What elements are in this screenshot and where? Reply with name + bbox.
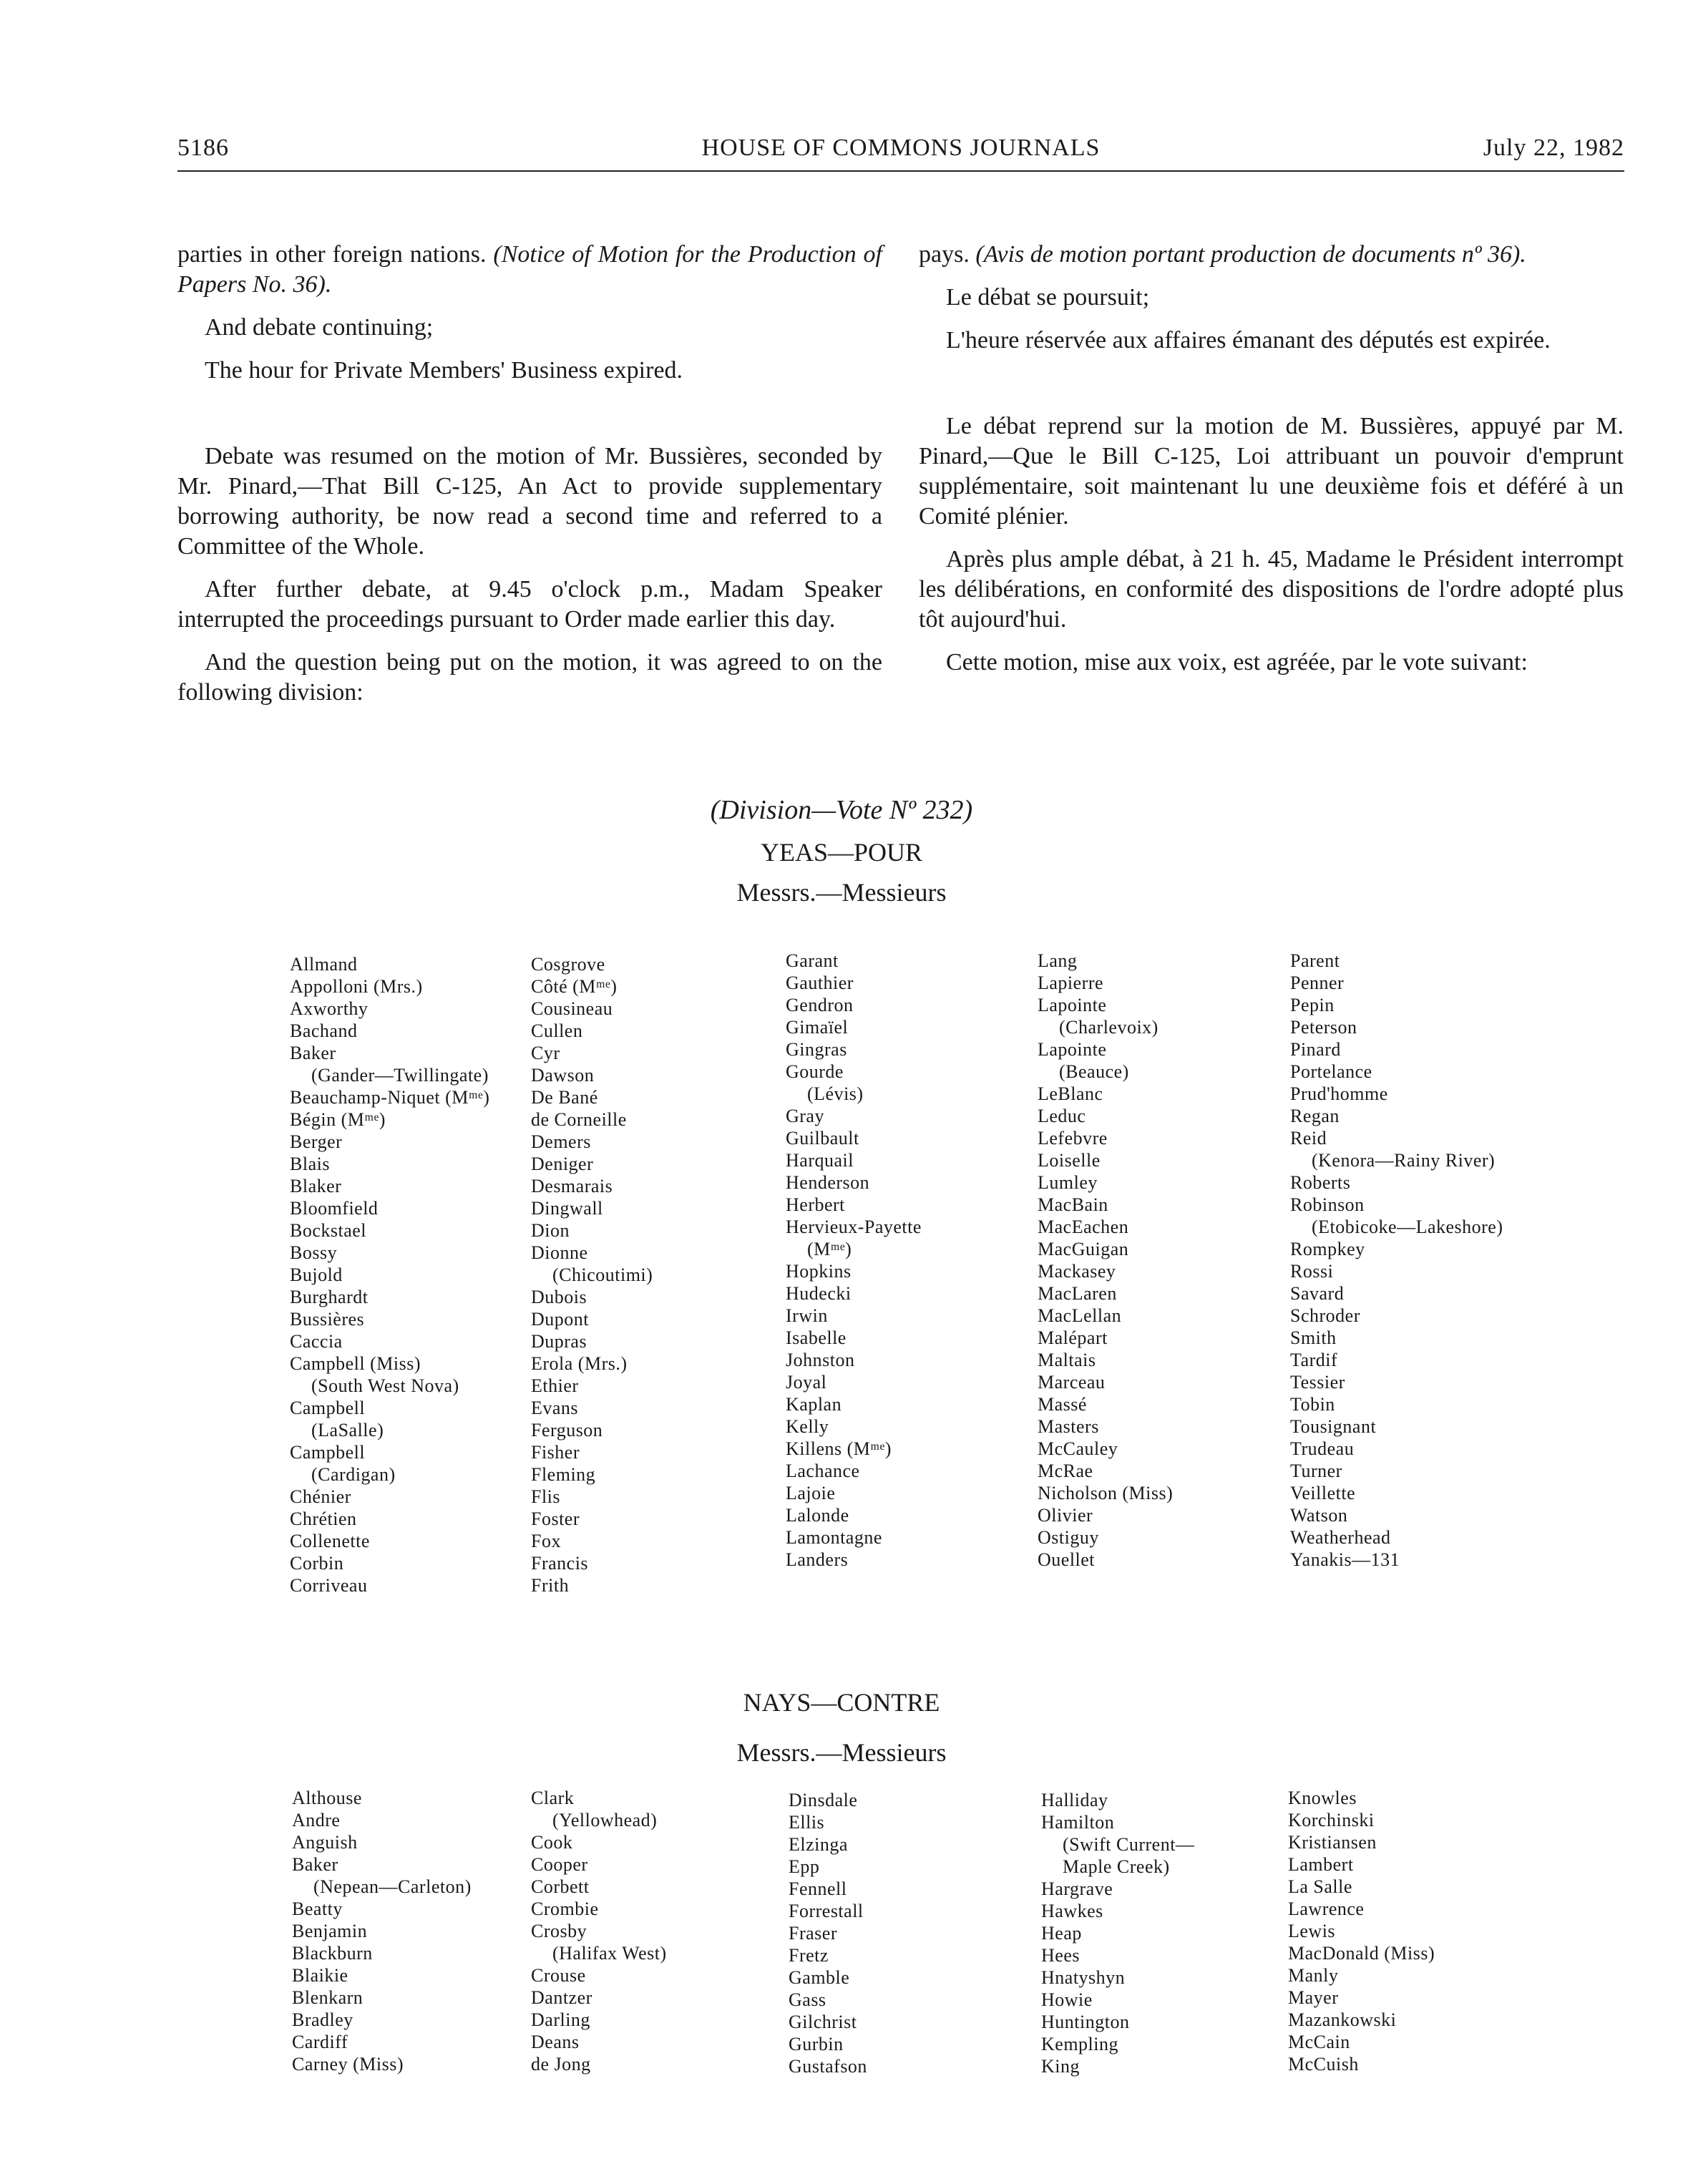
member-name: Blackburn xyxy=(292,1943,373,1964)
member-name: Blaikie xyxy=(292,1965,348,1986)
member-name: Beatty xyxy=(292,1898,343,1919)
french-column xyxy=(919,240,1624,691)
member-name: Burghardt xyxy=(290,1287,369,1307)
member-name: Kempling xyxy=(1041,2034,1118,2054)
member-name: (Halifax West) xyxy=(552,1943,667,1964)
member-name: Cousineau xyxy=(531,998,613,1019)
member-name: LeBlanc xyxy=(1038,1083,1103,1104)
member-name: Lambert xyxy=(1288,1854,1354,1875)
member-name: Chrétien xyxy=(290,1508,357,1529)
member-name: Manly xyxy=(1288,1965,1339,1986)
member-name: Nicholson (Miss) xyxy=(1038,1483,1174,1503)
member-name: Dantzer xyxy=(531,1987,592,2008)
english-paragraph-4: Debate was resumed on the motion of Mr. Bussières, seconded by Mr. Pinard,—That Bill C-125, An Act to provide supplementary borrowing authority, be now read a second time and referred to a Committee of the Whole. xyxy=(177,443,882,560)
nays-column-2 xyxy=(531,1787,667,2075)
member-name: Gendron xyxy=(786,995,854,1015)
member-name: McCain xyxy=(1288,2032,1350,2052)
member-name: Blenkarn xyxy=(292,1987,364,2008)
member-name: Herbert xyxy=(786,1194,845,1215)
member-name: Tobin xyxy=(1290,1394,1335,1415)
member-name: Gauthier xyxy=(786,972,854,993)
member-name: Gray xyxy=(786,1106,824,1126)
member-name: Frith xyxy=(531,1575,570,1596)
member-name: Savard xyxy=(1290,1283,1345,1304)
member-name: Epp xyxy=(789,1856,820,1877)
member-name: Crouse xyxy=(531,1965,586,1986)
member-name: Malépart xyxy=(1038,1327,1108,1348)
member-name: Corriveau xyxy=(290,1575,368,1596)
english-paragraph-2: And debate continuing; xyxy=(205,314,434,341)
nays-column-3 xyxy=(789,1789,867,2077)
member-name: Bujold xyxy=(290,1264,343,1285)
member-name: (Etobicoke—Lakeshore) xyxy=(1312,1217,1503,1237)
member-name: Crombie xyxy=(531,1898,599,1919)
member-name: Lawrence xyxy=(1288,1898,1365,1919)
member-name: MacGuigan xyxy=(1038,1239,1129,1259)
member-name: Dion xyxy=(531,1220,570,1241)
member-name: Fretz xyxy=(789,1945,829,1966)
member-name: Hamilton xyxy=(1041,1812,1115,1833)
member-name: Ethier xyxy=(531,1375,579,1396)
member-name: Dingwall xyxy=(531,1198,603,1219)
member-name: Lachance xyxy=(786,1461,860,1481)
member-name: Marceau xyxy=(1038,1372,1106,1393)
member-name: McRae xyxy=(1038,1461,1093,1481)
member-name: Yanakis—131 xyxy=(1290,1549,1400,1570)
member-name: (Kenora—Rainy River) xyxy=(1312,1150,1496,1171)
member-name: Mackasey xyxy=(1038,1261,1116,1282)
member-name: Regan xyxy=(1290,1106,1340,1126)
member-name: de Jong xyxy=(531,2054,591,2075)
member-name: Fennell xyxy=(789,1878,847,1899)
member-name: Beauchamp-Niquet (Mᵐᵉ) xyxy=(290,1087,490,1108)
member-name: McCuish xyxy=(1288,2054,1359,2075)
member-name: Lewis xyxy=(1288,1921,1336,1941)
member-name: Dinsdale xyxy=(789,1790,858,1810)
french-paragraph-1: pays. (Avis de motion portant production de documents nº 36). xyxy=(919,241,1526,268)
member-name: Allmand xyxy=(290,954,358,975)
english-paragraph-6: And the question being put on the motion, it was agreed to on the following division: xyxy=(177,649,882,706)
member-name: Bégin (Mᵐᵉ) xyxy=(290,1109,386,1130)
member-name: Reid xyxy=(1290,1128,1327,1149)
member-name: (Nepean—Carleton) xyxy=(313,1876,472,1897)
french-notice-reference: (Avis de motion portant production de documents nº 36). xyxy=(975,241,1526,268)
member-name: Kristiansen xyxy=(1288,1832,1377,1853)
member-name: Andre xyxy=(292,1810,341,1830)
member-name: Berger xyxy=(290,1131,343,1152)
member-name: Henderson xyxy=(786,1172,870,1193)
member-name: Tessier xyxy=(1290,1372,1345,1393)
member-name: Dubois xyxy=(531,1287,587,1307)
member-name: Fleming xyxy=(531,1464,596,1485)
member-name: Cosgrove xyxy=(531,954,605,975)
member-name: Garant xyxy=(786,950,839,971)
member-name: Olivier xyxy=(1038,1505,1093,1526)
member-name: MacDonald (Miss) xyxy=(1288,1943,1435,1964)
member-name: Hopkins xyxy=(786,1261,852,1282)
member-name: Gingras xyxy=(786,1039,847,1060)
member-name: Carney (Miss) xyxy=(292,2054,404,2075)
member-name: Gurbin xyxy=(789,2034,844,2054)
division-heading: (Division—Vote Nº 232) xyxy=(710,795,973,825)
member-name: Trudeau xyxy=(1290,1438,1355,1459)
member-name: Heap xyxy=(1041,1923,1082,1944)
member-name: Kelly xyxy=(786,1416,829,1437)
yeas-column-3 xyxy=(786,950,922,1571)
member-name: Killens (Mᵐᵉ) xyxy=(786,1438,892,1459)
member-name: Bockstael xyxy=(290,1220,367,1241)
member-name: (Lévis) xyxy=(807,1083,864,1104)
member-name: Halliday xyxy=(1041,1790,1108,1810)
member-name: Deans xyxy=(531,2032,580,2052)
member-name: Côté (Mᵐᵉ) xyxy=(531,976,618,997)
member-name: Lapointe xyxy=(1038,1039,1107,1060)
member-name: Dupont xyxy=(531,1309,589,1330)
member-name: Dupras xyxy=(531,1331,587,1352)
member-name: Lang xyxy=(1038,950,1078,971)
member-name: Corbett xyxy=(531,1876,590,1897)
member-name: Hervieux-Payette xyxy=(786,1217,922,1237)
member-name: Hees xyxy=(1041,1945,1080,1966)
member-name: Dionne xyxy=(531,1242,588,1263)
page-number: 5186 xyxy=(177,135,229,161)
french-paragraph-5: Après plus ample débat, à 21 h. 45, Madame le Président interrompt les délibérations, en conformité des dispositions de l'ordre adopté plus tôt aujourd'hui. xyxy=(919,546,1624,633)
member-name: Parent xyxy=(1290,950,1340,971)
member-name: de Corneille xyxy=(531,1109,627,1130)
member-name: Cooper xyxy=(531,1854,588,1875)
member-name: (Cardigan) xyxy=(311,1464,396,1485)
member-name: MacLaren xyxy=(1038,1283,1117,1304)
journal-title: HOUSE OF COMMONS JOURNALS xyxy=(701,135,1101,161)
member-name: Loiselle xyxy=(1038,1150,1101,1171)
member-name: (Charlevoix) xyxy=(1059,1017,1158,1038)
member-name: Maltais xyxy=(1038,1350,1096,1370)
member-name: Weatherhead xyxy=(1290,1527,1391,1548)
french-paragraph-6: Cette motion, mise aux voix, est agréée, par le vote suivant: xyxy=(946,649,1528,676)
member-name: Kaplan xyxy=(786,1394,842,1415)
member-name: Baker xyxy=(292,1854,338,1875)
nays-column-5 xyxy=(1288,1787,1435,2075)
member-name: Robinson xyxy=(1290,1194,1365,1215)
member-name: Joyal xyxy=(786,1372,827,1393)
member-name: Ouellet xyxy=(1038,1549,1096,1570)
member-name: Anguish xyxy=(292,1832,358,1853)
member-name: Landers xyxy=(786,1549,849,1570)
member-name: MacEachen xyxy=(1038,1217,1129,1237)
member-name: Peterson xyxy=(1290,1017,1357,1038)
member-name: Hargrave xyxy=(1041,1878,1113,1899)
member-name: Benjamin xyxy=(292,1921,368,1941)
member-name: Prud'homme xyxy=(1290,1083,1388,1104)
member-name: Caccia xyxy=(290,1331,343,1352)
member-name: Mayer xyxy=(1288,1987,1339,2008)
member-name: King xyxy=(1041,2056,1080,2077)
member-name: Cyr xyxy=(531,1043,560,1063)
member-name: Darling xyxy=(531,2009,590,2030)
member-name: Harquail xyxy=(786,1150,854,1171)
member-name: Ellis xyxy=(789,1812,825,1833)
nays-column-1 xyxy=(292,1787,472,2075)
member-name: Irwin xyxy=(786,1305,828,1326)
page-header xyxy=(177,135,1624,172)
member-name: Isabelle xyxy=(786,1327,847,1348)
member-name: Massé xyxy=(1038,1394,1087,1415)
member-name: Leduc xyxy=(1038,1106,1086,1126)
member-name: Veillette xyxy=(1290,1483,1356,1503)
member-name: Bussières xyxy=(290,1309,365,1330)
member-name: La Salle xyxy=(1288,1876,1352,1897)
member-name: (Yellowhead) xyxy=(552,1810,658,1830)
member-name: Bachand xyxy=(290,1020,358,1041)
english-column xyxy=(177,240,882,721)
member-name: Crosby xyxy=(531,1921,587,1941)
member-name: Elzinga xyxy=(789,1834,848,1855)
member-name: Lapierre xyxy=(1038,972,1104,993)
member-name: Fraser xyxy=(789,1923,837,1944)
member-name: Campbell (Miss) xyxy=(290,1353,421,1374)
member-name: MacBain xyxy=(1038,1194,1108,1215)
member-name: Lefebvre xyxy=(1038,1128,1108,1149)
member-name: Watson xyxy=(1290,1505,1348,1526)
member-name: Ferguson xyxy=(531,1420,603,1440)
member-name: Bossy xyxy=(290,1242,338,1263)
member-name: Pepin xyxy=(1290,995,1335,1015)
member-name: Blaker xyxy=(290,1176,342,1196)
member-name: Cook xyxy=(531,1832,573,1853)
member-name: Foster xyxy=(531,1508,580,1529)
member-name: Lumley xyxy=(1038,1172,1098,1193)
english-notice-reference: (Notice of Motion for the Production of Papers No. 36). xyxy=(177,241,882,298)
member-name: Knowles xyxy=(1288,1788,1357,1808)
member-name: Gamble xyxy=(789,1967,850,1988)
member-name: Clark xyxy=(531,1788,575,1808)
member-name: Hnatyshyn xyxy=(1041,1967,1126,1988)
member-name: Tardif xyxy=(1290,1350,1338,1370)
member-name: McCauley xyxy=(1038,1438,1118,1459)
member-name: (Mᵐᵉ) xyxy=(807,1239,852,1259)
member-name: (Chicoutimi) xyxy=(552,1264,653,1285)
member-name: Gimaïel xyxy=(786,1017,849,1038)
member-name: Lajoie xyxy=(786,1483,836,1503)
member-name: Penner xyxy=(1290,972,1345,993)
yeas-column-1 xyxy=(290,953,489,1596)
member-name: Howie xyxy=(1041,1989,1093,2010)
english-paragraph-5: After further debate, at 9.45 o'clock p.m., Madam Speaker interrupted the proceedings pursuant to Order made earlier this day. xyxy=(177,576,882,633)
member-name: Pinard xyxy=(1290,1039,1341,1060)
member-name: Forrestall xyxy=(789,1901,864,1921)
member-name: Erola (Mrs.) xyxy=(531,1353,628,1374)
member-name: Deniger xyxy=(531,1154,594,1174)
nays-heading: NAYS—CONTRE xyxy=(743,1688,940,1717)
member-name: Portelance xyxy=(1290,1061,1372,1082)
yeas-column-2 xyxy=(531,953,653,1596)
member-name: Gilchrist xyxy=(789,2012,857,2032)
member-name: Campbell xyxy=(290,1442,366,1463)
member-name: (South West Nova) xyxy=(311,1375,459,1396)
yeas-heading: YEAS—POUR xyxy=(760,838,923,867)
member-name: Roberts xyxy=(1290,1172,1351,1193)
member-name: Gustafson xyxy=(789,2056,867,2077)
member-name: Tousignant xyxy=(1290,1416,1377,1437)
member-name: Cardiff xyxy=(292,2032,348,2052)
member-name: Flis xyxy=(531,1486,561,1507)
member-name: Desmarais xyxy=(531,1176,613,1196)
english-paragraph-1: parties in other foreign nations. (Notice of Motion for the Production of Papers No. 36). xyxy=(177,241,882,298)
journal-date: July 22, 1982 xyxy=(1483,135,1624,161)
member-name: De Bané xyxy=(531,1087,598,1108)
english-paragraph-3: The hour for Private Members' Business expired. xyxy=(205,357,683,384)
yeas-subheading: Messrs.—Messieurs xyxy=(736,878,947,907)
member-name: Appolloni (Mrs.) xyxy=(290,976,423,997)
member-name: (Beauce) xyxy=(1059,1061,1129,1082)
member-name: Evans xyxy=(531,1398,579,1418)
member-name: Corbin xyxy=(290,1553,344,1574)
member-name: Lapointe xyxy=(1038,995,1107,1015)
nays-subheading: Messrs.—Messieurs xyxy=(736,1738,947,1767)
yeas-column-4 xyxy=(1038,950,1173,1571)
yeas-column-5 xyxy=(1290,950,1503,1571)
member-name: Fisher xyxy=(531,1442,580,1463)
member-name: Johnston xyxy=(786,1350,855,1370)
member-name: MacLellan xyxy=(1038,1305,1122,1326)
member-name: Baker xyxy=(290,1043,336,1063)
member-name: Masters xyxy=(1038,1416,1099,1437)
member-name: Bradley xyxy=(292,2009,353,2030)
member-name: Francis xyxy=(531,1553,589,1574)
member-name: Blais xyxy=(290,1154,330,1174)
member-name: (Swift Current— xyxy=(1063,1834,1195,1855)
member-name: Korchinski xyxy=(1288,1810,1375,1830)
member-name: Demers xyxy=(531,1131,591,1152)
french-paragraph-2: Le débat se poursuit; xyxy=(946,284,1150,311)
member-name: Axworthy xyxy=(290,998,369,1019)
member-name: Collenette xyxy=(290,1531,370,1551)
member-name: Smith xyxy=(1290,1327,1337,1348)
member-name: Rossi xyxy=(1290,1261,1334,1282)
member-name: (LaSalle) xyxy=(311,1420,384,1440)
member-name: Dawson xyxy=(531,1065,595,1086)
member-name: Campbell xyxy=(290,1398,366,1418)
member-name: Mazankowski xyxy=(1288,2009,1397,2030)
member-name: Lamontagne xyxy=(786,1527,882,1548)
member-name: Maple Creek) xyxy=(1063,1856,1170,1877)
member-name: Chénier xyxy=(290,1486,351,1507)
member-name: Gass xyxy=(789,1989,826,2010)
member-name: Schroder xyxy=(1290,1305,1360,1326)
member-name: Althouse xyxy=(292,1788,362,1808)
member-name: Hawkes xyxy=(1041,1901,1103,1921)
member-name: Ostiguy xyxy=(1038,1527,1099,1548)
member-name: Cullen xyxy=(531,1020,583,1041)
nays-column-4 xyxy=(1041,1789,1194,2077)
member-name: Fox xyxy=(531,1531,561,1551)
member-name: Turner xyxy=(1290,1461,1342,1481)
member-name: Gourde xyxy=(786,1061,844,1082)
member-name: Lalonde xyxy=(786,1505,849,1526)
member-name: Huntington xyxy=(1041,2012,1130,2032)
french-paragraph-4: Le débat reprend sur la motion de M. Bussières, appuyé par M. Pinard,—Que le Bill C-125, Loi attribuant un pouvoir d'emprunt supplémentaire, soit maintenant lu une deuxième fois et déféré à un Comité plénier. xyxy=(919,413,1624,530)
member-name: (Gander—Twillingate) xyxy=(311,1065,489,1086)
member-name: Rompkey xyxy=(1290,1239,1365,1259)
member-name: Guilbault xyxy=(786,1128,859,1149)
member-name: Hudecki xyxy=(786,1283,852,1304)
french-paragraph-3: L'heure réservée aux affaires émanant des députés est expirée. xyxy=(946,327,1551,354)
member-name: Bloomfield xyxy=(290,1198,379,1219)
